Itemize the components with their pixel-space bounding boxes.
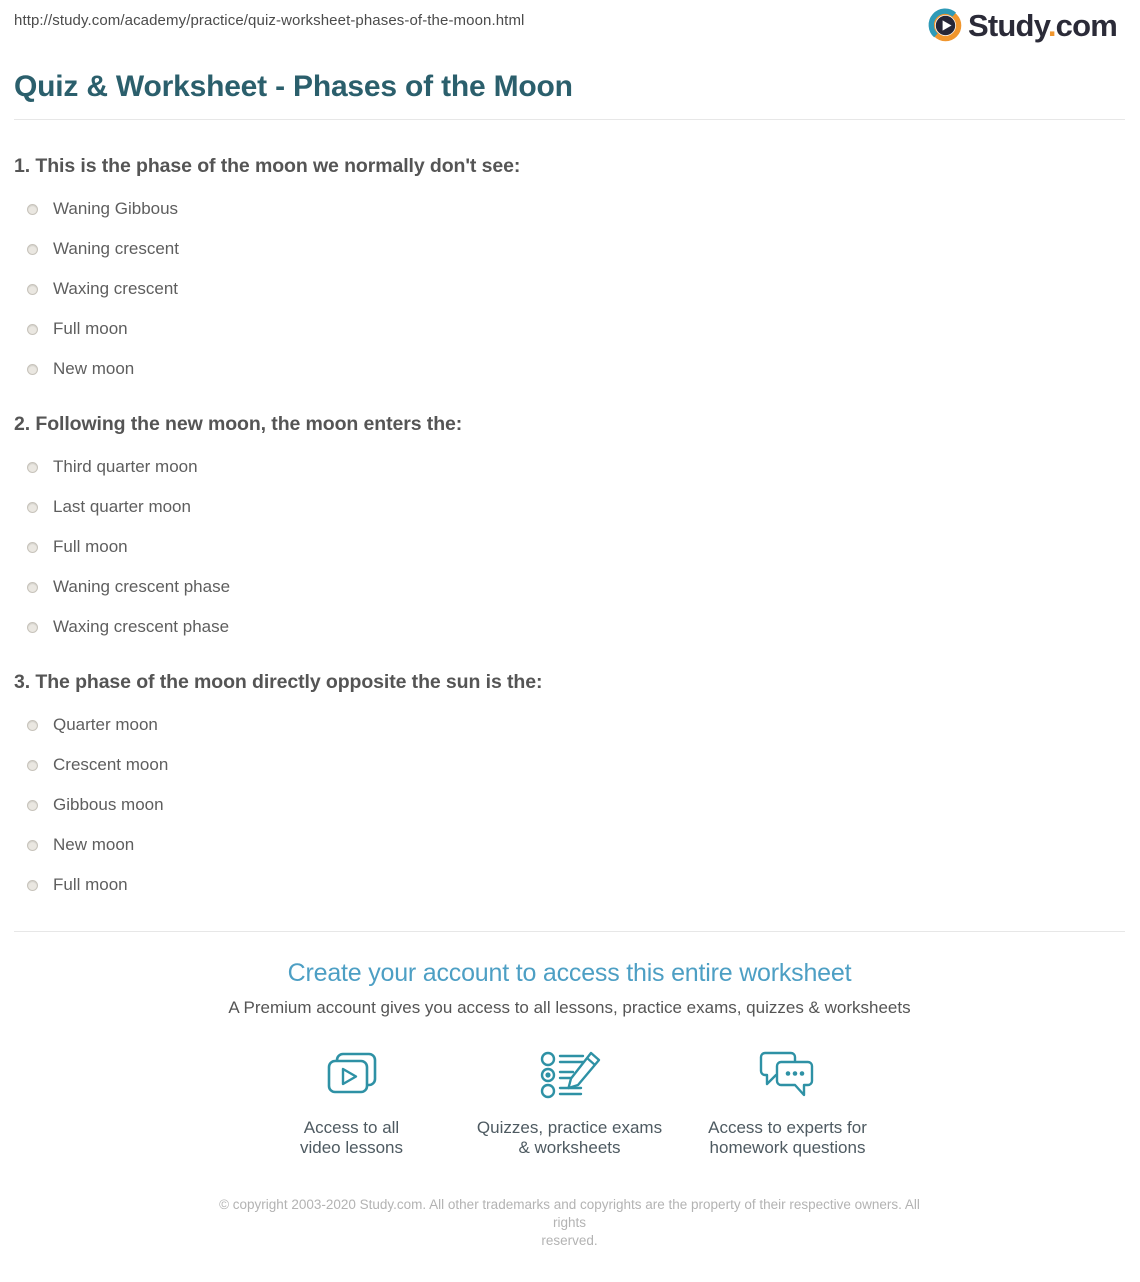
- option-label[interactable]: Gibbous moon: [53, 795, 164, 814]
- logo-wordmark: [968, 8, 1117, 43]
- option-label[interactable]: Waning crescent: [53, 239, 179, 258]
- question-3: [14, 671, 1125, 894]
- feature-label: [243, 1118, 461, 1158]
- feature-label: [679, 1118, 897, 1158]
- question-1-option-4[interactable]: [14, 320, 1125, 338]
- question-2-option-3[interactable]: [14, 538, 1125, 556]
- option-label[interactable]: New moon: [53, 359, 135, 378]
- quizzes-pencil-icon: [538, 1050, 602, 1102]
- question-3-option-3[interactable]: [14, 796, 1125, 814]
- radio-button[interactable]: [27, 244, 38, 255]
- feature-label: [461, 1118, 679, 1158]
- radio-button[interactable]: [27, 582, 38, 593]
- page-header: [14, 0, 1125, 43]
- feature-list: [14, 1050, 1125, 1158]
- feature-expert-help: [679, 1050, 897, 1158]
- radio-button[interactable]: [27, 800, 38, 811]
- feature-label-line1: Access to experts for: [708, 1118, 867, 1137]
- question-2: [14, 413, 1125, 636]
- question-2-option-1[interactable]: [14, 458, 1125, 476]
- question-2-option-5[interactable]: [14, 618, 1125, 636]
- feature-label-line2: homework questions: [709, 1138, 866, 1157]
- page-title: Quiz & Worksheet - Phases of the Moon: [14, 70, 573, 103]
- option-label[interactable]: Waning Gibbous: [53, 199, 179, 218]
- question-2-text: 2. Following the new moon, the moon enters the:: [14, 413, 463, 435]
- option-label[interactable]: Waxing crescent: [53, 279, 179, 298]
- radio-button[interactable]: [27, 840, 38, 851]
- question-1: [14, 155, 1125, 378]
- radio-button[interactable]: [27, 880, 38, 891]
- copyright-line2: reserved.: [541, 1233, 598, 1248]
- option-label[interactable]: Full moon: [53, 319, 128, 338]
- radio-button[interactable]: [27, 622, 38, 633]
- copyright-line1: © copyright 2003-2020 Study.com. All other trademarks and copyrights are the property of their respective owners. All rights: [219, 1197, 920, 1230]
- logo-dot: .: [1047, 8, 1056, 43]
- option-label[interactable]: Last quarter moon: [53, 497, 191, 516]
- option-label[interactable]: Third quarter moon: [53, 457, 198, 476]
- radio-button[interactable]: [27, 284, 38, 295]
- radio-button[interactable]: [27, 720, 38, 731]
- premium-subheading: A Premium account gives you access to all lessons, practice exams, quizzes & worksheets: [228, 998, 911, 1017]
- feature-label-line2: video lessons: [299, 1138, 403, 1157]
- radio-button[interactable]: [27, 204, 38, 215]
- experts-chat-icon: [759, 1050, 817, 1102]
- option-label[interactable]: Waning crescent phase: [53, 577, 231, 596]
- option-label[interactable]: Full moon: [53, 875, 128, 894]
- question-3-option-1[interactable]: [14, 716, 1125, 734]
- question-3-text: 3. The phase of the moon directly opposite the sun is the:: [14, 671, 543, 693]
- question-1-option-5[interactable]: [14, 360, 1125, 378]
- feature-video-lessons: [243, 1050, 461, 1158]
- feature-quizzes-worksheets: [461, 1050, 679, 1158]
- radio-button[interactable]: [27, 364, 38, 375]
- page-url: http://study.com/academy/practice/quiz-worksheet-phases-of-the-moon.html: [14, 12, 525, 29]
- feature-label-line1: Quizzes, practice exams: [476, 1118, 663, 1137]
- studycom-logo[interactable]: [928, 8, 1125, 43]
- question-1-option-1[interactable]: [14, 200, 1125, 218]
- video-lessons-icon: [324, 1050, 380, 1102]
- question-1-text: 1. This is the phase of the moon we normally don't see:: [14, 155, 521, 177]
- logo-study: Study: [968, 8, 1048, 43]
- feature-label-line1: Access to all: [303, 1118, 400, 1137]
- option-label[interactable]: Quarter moon: [53, 715, 158, 734]
- option-label[interactable]: Full moon: [53, 537, 128, 556]
- option-label[interactable]: Crescent moon: [53, 755, 169, 774]
- option-label[interactable]: New moon: [53, 835, 135, 854]
- feature-label-line2: & worksheets: [518, 1138, 621, 1157]
- question-2-option-2[interactable]: [14, 498, 1125, 516]
- question-1-option-2[interactable]: [14, 240, 1125, 258]
- play-circle-icon: [928, 8, 963, 43]
- title-divider: [14, 119, 1125, 120]
- question-3-option-5[interactable]: [14, 876, 1125, 894]
- option-label[interactable]: Waxing crescent phase: [53, 617, 230, 636]
- question-3-option-4[interactable]: [14, 836, 1125, 854]
- cta-section: [14, 959, 1125, 1158]
- radio-button[interactable]: [27, 462, 38, 473]
- logo-com: com: [1055, 8, 1117, 43]
- radio-button[interactable]: [27, 324, 38, 335]
- radio-button[interactable]: [27, 542, 38, 553]
- question-2-option-4[interactable]: [14, 578, 1125, 596]
- copyright-notice: [210, 1196, 930, 1282]
- cta-divider: [14, 931, 1125, 932]
- radio-button[interactable]: [27, 502, 38, 513]
- radio-button[interactable]: [27, 760, 38, 771]
- question-3-option-2[interactable]: [14, 756, 1125, 774]
- question-1-option-3[interactable]: [14, 280, 1125, 298]
- create-account-link[interactable]: Create your account to access this entire worksheet: [287, 959, 852, 987]
